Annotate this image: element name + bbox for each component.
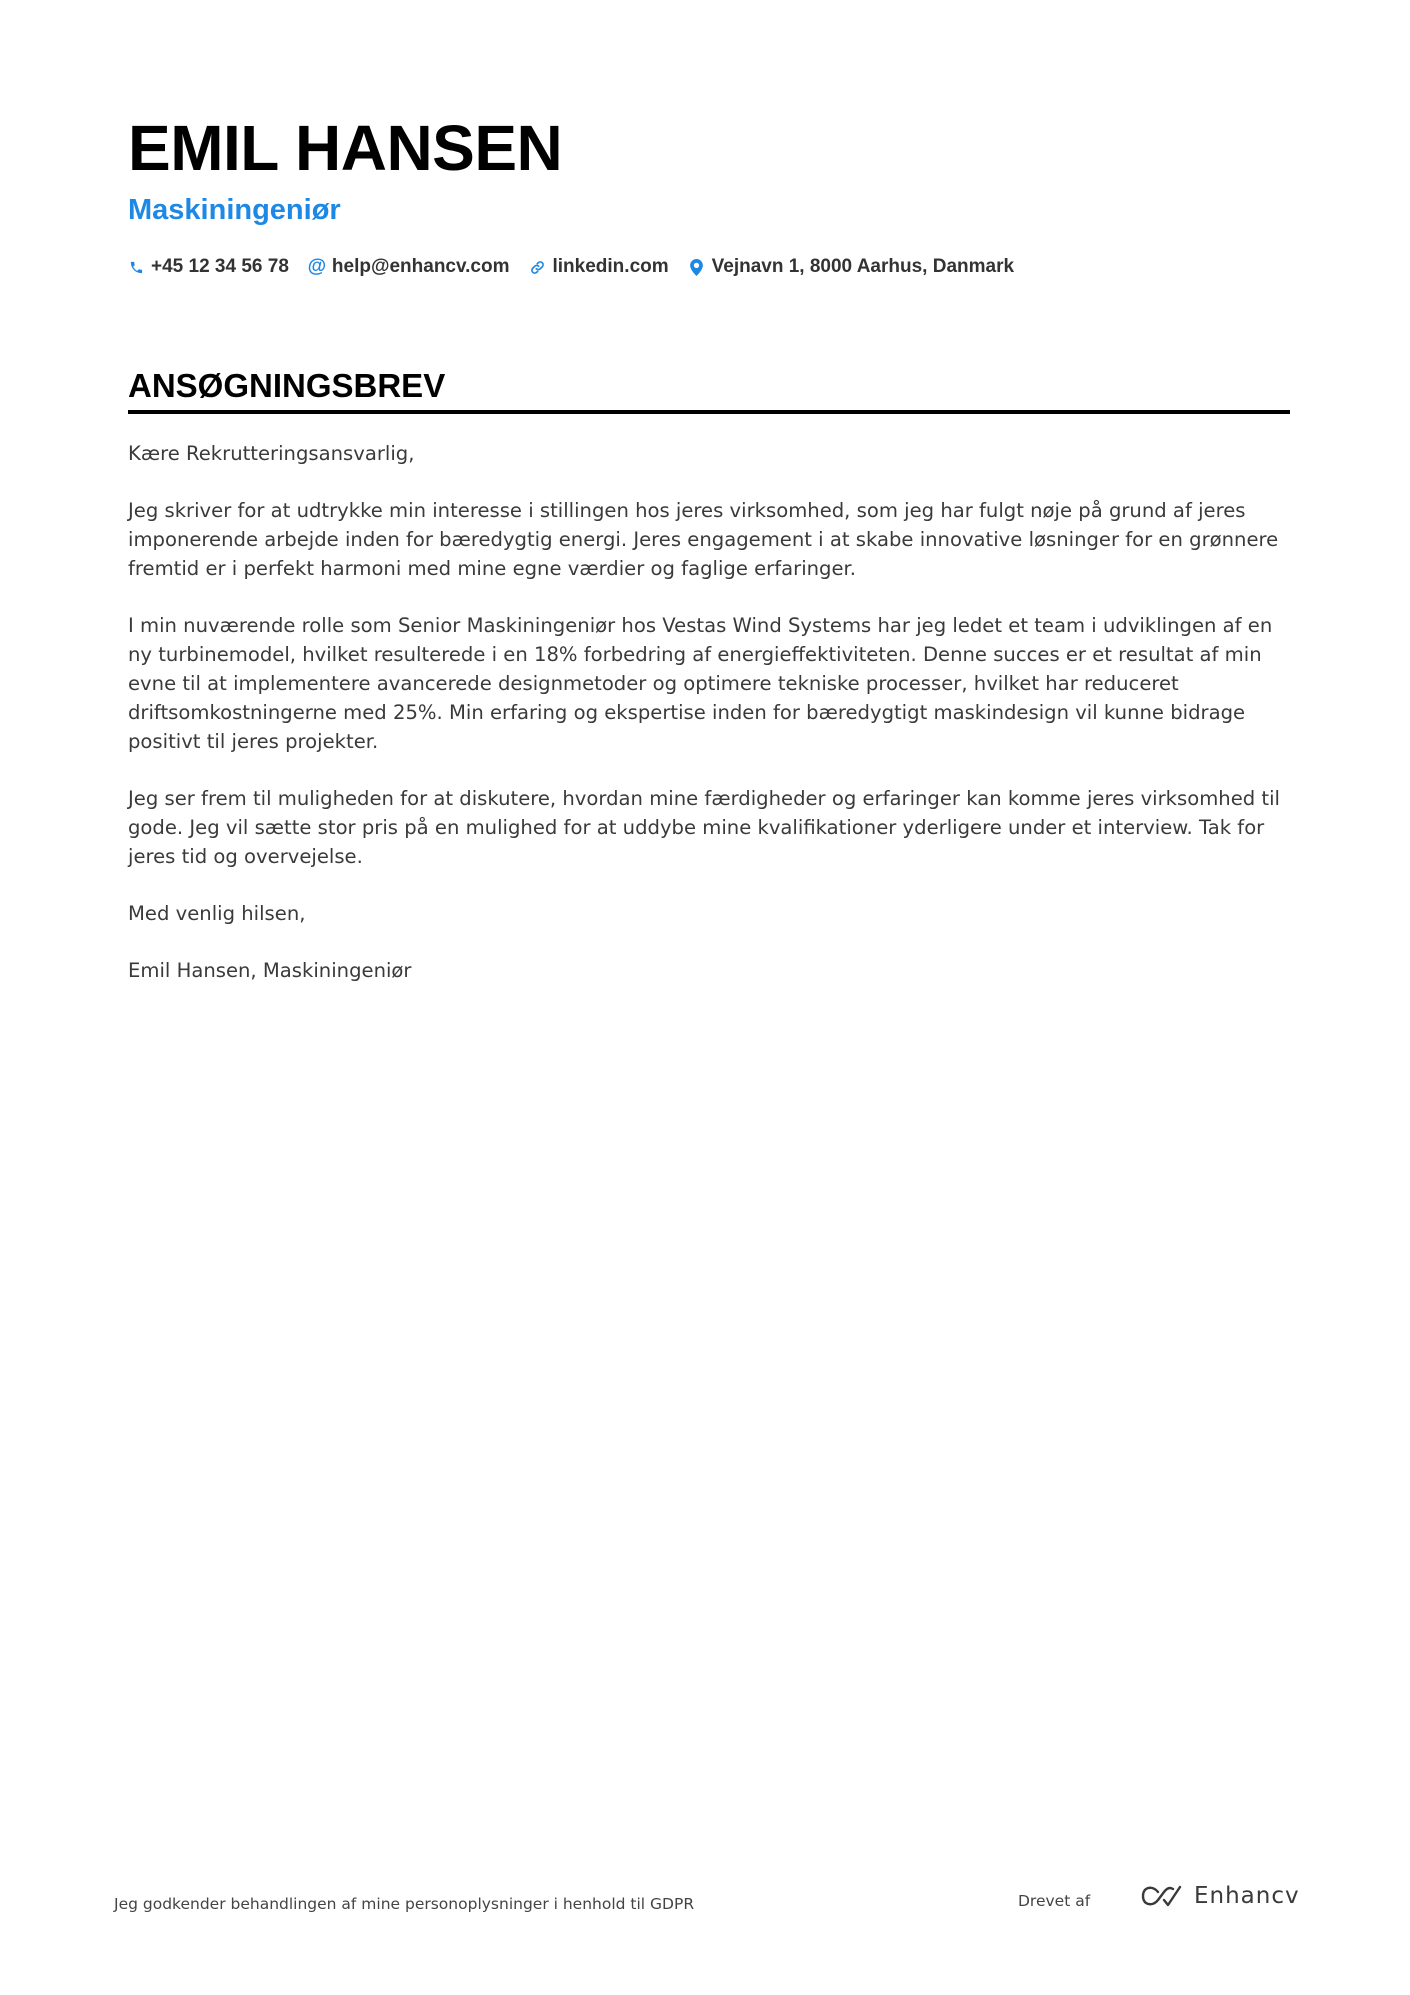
letter-paragraph: Jeg ser frem til muligheden for at diskutere, hvordan mine færdigheder og erfaringer kan komme jeres virksomhed til gode. Jeg vil sætte stor pris på en mulighed for at uddybe mine kvalifikationer yderligere under et interview. Tak for jeres tid og overvejelse. [128,787,1281,868]
gdpr-consent-text: Jeg godkender behandlingen af mine personoplysninger i henhold til GDPR [114,1895,695,1913]
letter-paragraph: I min nuværende rolle som Senior Maskiningeniør hos Vestas Wind Systems har jeg ledet et team i udviklingen af en ny turbinemodel, hvilket resulterede i en 18% forbedring af energieffektiviteten. Denne succes er et resultat af min evne til at implementere avancerede designmetoder og optimere tekniske processer, hvilket har reduceret driftsomkostningerne med 25%. Min erfaring og ekspertise inden for bæredygtigt maskindesign vil kunne bidrage positivt til jeres projekter. [128,614,1273,753]
contact-linkedin-text: linkedin.com [552,256,669,277]
letter-closing: Med venlig hilsen, [128,902,306,925]
contact-address [689,252,1014,282]
at-icon [309,257,325,277]
location-pin-icon [689,257,705,277]
contact-address-text: Vejnavn 1, 8000 Aarhus, Danmark [711,256,1015,277]
contact-bar [128,252,1034,282]
phone-icon [128,257,144,277]
brand-name: Enhancv [1194,1883,1300,1909]
contact-email-text: help@enhancv.com [331,256,510,277]
job-title: Maskiningeniør [128,194,341,226]
letter-signature: Emil Hansen, Maskiningeniør [128,959,412,982]
enhancv-logo-icon [1138,1883,1184,1909]
contact-linkedin [530,252,669,282]
link-icon [530,257,546,277]
enhancv-brand [1138,1881,1300,1911]
letter-body [128,439,1290,1013]
letter-greeting: Kære Rekrutteringsansvarlig, [128,442,415,465]
letter-paragraph: Jeg skriver for at udtrykke min interesse i stillingen hos jeres virksomhed, som jeg har fulgt nøje på grund af jeres imponerende arbejde inden for bæredygtig energi. Jeres engagement i at skabe innovative løsninger for en grønnere fremtid er i perfekt harmoni med mine egne værdier og faglige erfaringer. [128,499,1279,580]
contact-phone [128,252,289,282]
contact-email [309,252,510,282]
at-symbol: @ [307,256,327,277]
section-divider [128,410,1290,414]
contact-phone-text: +45 12 34 56 78 [151,256,289,277]
applicant-name: EMIL HANSEN [128,112,563,184]
section-heading: ANSØGNINGSBREV [128,367,446,404]
powered-by-label: Drevet af [1018,1892,1091,1910]
